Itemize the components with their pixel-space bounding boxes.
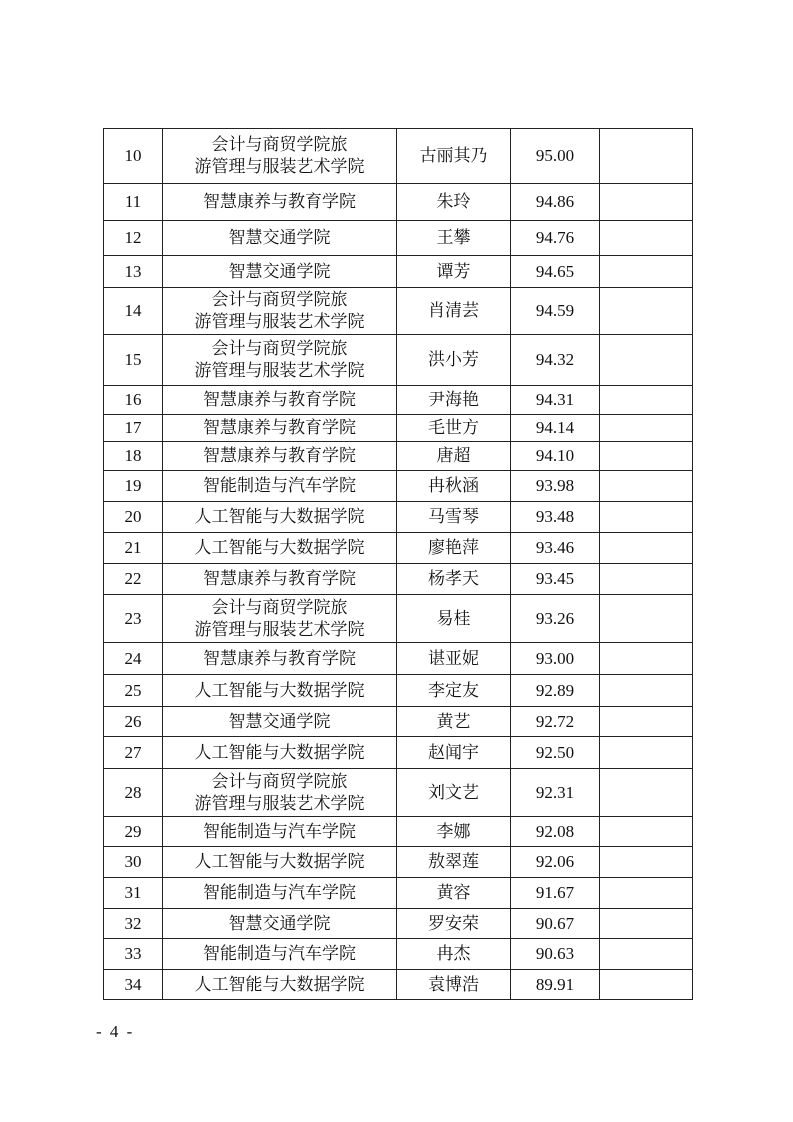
table-row: [104, 533, 693, 564]
table-row: [104, 386, 693, 415]
college-cell: [163, 335, 397, 386]
college-cell: [163, 184, 397, 221]
row-number-cell: 20: [104, 502, 163, 533]
row-number-cell: 31: [104, 878, 163, 909]
table-row: [104, 564, 693, 595]
college-name-line: 智能制造与汽车学院: [203, 883, 356, 903]
row-number-cell: 29: [104, 817, 163, 847]
score-cell: 92.08: [511, 817, 600, 847]
table-row: [104, 769, 693, 817]
person-name-cell: 肖清芸: [397, 288, 511, 335]
row-number-cell: 12: [104, 221, 163, 256]
table-row: [104, 256, 693, 288]
college-cell: [163, 129, 397, 184]
row-number-cell: 25: [104, 675, 163, 707]
remark-cell: [600, 502, 693, 533]
row-number-cell: 30: [104, 847, 163, 878]
college-name-line: 游管理与服装艺术学院: [194, 312, 365, 332]
row-number-cell: 19: [104, 471, 163, 502]
row-number-cell: 27: [104, 737, 163, 769]
remark-cell: [600, 288, 693, 335]
row-number-cell: 21: [104, 533, 163, 564]
score-cell: 92.50: [511, 737, 600, 769]
remark-cell: [600, 442, 693, 471]
score-cell: 94.14: [511, 415, 600, 442]
college-name-line: 会计与商贸学院旅: [211, 135, 348, 155]
person-name-cell: 洪小芳: [397, 335, 511, 386]
person-name-cell: 冉杰: [397, 939, 511, 970]
score-cell: 91.67: [511, 878, 600, 909]
college-name-line: 游管理与服装艺术学院: [194, 793, 365, 814]
table-row: [104, 221, 693, 256]
ranking-table: [103, 128, 693, 1000]
college-cell: [163, 533, 397, 564]
score-cell: 94.10: [511, 442, 600, 471]
score-cell: 92.72: [511, 707, 600, 737]
table-row: [104, 675, 693, 707]
row-number-cell: 15: [104, 335, 163, 386]
college-cell: [163, 564, 397, 595]
remark-cell: [600, 221, 693, 256]
score-cell: 90.63: [511, 939, 600, 970]
table-row: [104, 847, 693, 878]
table-row: [104, 939, 693, 970]
remark-cell: [600, 386, 693, 415]
person-name-cell: 马雪琴: [397, 502, 511, 533]
college-name-line: 会计与商贸学院旅: [211, 339, 348, 359]
remark-cell: [600, 737, 693, 769]
table-row: [104, 415, 693, 442]
college-name-line: 智慧康养与教育学院: [203, 446, 356, 466]
table-row: [104, 707, 693, 737]
remark-cell: [600, 878, 693, 909]
score-cell: 93.45: [511, 564, 600, 595]
college-name-line: 游管理与服装艺术学院: [194, 619, 365, 640]
remark-cell: [600, 415, 693, 442]
person-name-cell: 赵闻宇: [397, 737, 511, 769]
college-cell: [163, 737, 397, 769]
score-cell: 93.00: [511, 643, 600, 675]
college-name-line: 智能制造与汽车学院: [203, 821, 356, 842]
row-number-cell: 23: [104, 595, 163, 643]
remark-cell: [600, 129, 693, 184]
person-name-cell: 黄艺: [397, 707, 511, 737]
college-name-line: 会计与商贸学院旅: [211, 290, 348, 310]
college-name-line: 人工智能与大数据学院: [194, 680, 365, 701]
remark-cell: [600, 533, 693, 564]
row-number-cell: 16: [104, 386, 163, 415]
person-name-cell: 冉秋涵: [397, 471, 511, 502]
remark-cell: [600, 817, 693, 847]
person-name-cell: 廖艳萍: [397, 533, 511, 564]
person-name-cell: 尹海艳: [397, 386, 511, 415]
score-cell: 90.67: [511, 909, 600, 939]
college-name-line: 智慧康养与教育学院: [203, 192, 356, 212]
college-cell: [163, 847, 397, 878]
remark-cell: [600, 970, 693, 1000]
college-name-line: 智慧康养与教育学院: [203, 418, 356, 438]
row-number-cell: 22: [104, 564, 163, 595]
college-cell: [163, 288, 397, 335]
table-row: [104, 643, 693, 675]
remark-cell: [600, 471, 693, 502]
person-name-cell: 易桂: [397, 595, 511, 643]
college-cell: [163, 909, 397, 939]
score-cell: 93.48: [511, 502, 600, 533]
table-row: [104, 335, 693, 386]
table-row: [104, 442, 693, 471]
table-row: [104, 595, 693, 643]
college-cell: [163, 415, 397, 442]
college-name-line: 人工智能与大数据学院: [194, 974, 365, 995]
table-row: [104, 184, 693, 221]
row-number-cell: 24: [104, 643, 163, 675]
college-name-line: 智慧康养与教育学院: [203, 648, 356, 669]
remark-cell: [600, 939, 693, 970]
college-cell: [163, 878, 397, 909]
table-row: [104, 129, 693, 184]
table-row: [104, 970, 693, 1000]
score-cell: 94.76: [511, 221, 600, 256]
college-cell: [163, 817, 397, 847]
row-number-cell: 28: [104, 769, 163, 817]
person-name-cell: 李定友: [397, 675, 511, 707]
remark-cell: [600, 335, 693, 386]
ranking-table-body: [104, 129, 693, 1000]
college-name-line: 智慧康养与教育学院: [203, 390, 356, 410]
score-cell: 92.06: [511, 847, 600, 878]
college-cell: [163, 471, 397, 502]
score-cell: 94.65: [511, 256, 600, 288]
remark-cell: [600, 256, 693, 288]
college-cell: [163, 595, 397, 643]
person-name-cell: 袁博浩: [397, 970, 511, 1000]
table-row: [104, 288, 693, 335]
remark-cell: [600, 595, 693, 643]
score-cell: 93.98: [511, 471, 600, 502]
remark-cell: [600, 909, 693, 939]
person-name-cell: 王攀: [397, 221, 511, 256]
score-cell: 93.26: [511, 595, 600, 643]
table-row: [104, 502, 693, 533]
college-name-line: 智能制造与汽车学院: [203, 944, 356, 964]
college-name-line: 会计与商贸学院旅: [211, 771, 348, 792]
college-name-line: 游管理与服装艺术学院: [194, 157, 365, 177]
college-cell: [163, 707, 397, 737]
person-name-cell: 唐超: [397, 442, 511, 471]
person-name-cell: 黄容: [397, 878, 511, 909]
table-row: [104, 878, 693, 909]
person-name-cell: 古丽其乃: [397, 129, 511, 184]
college-name-line: 人工智能与大数据学院: [194, 538, 365, 558]
person-name-cell: 谭芳: [397, 256, 511, 288]
person-name-cell: 谌亚妮: [397, 643, 511, 675]
row-number-cell: 26: [104, 707, 163, 737]
college-cell: [163, 643, 397, 675]
score-cell: 89.91: [511, 970, 600, 1000]
college-cell: [163, 502, 397, 533]
table-row: [104, 909, 693, 939]
college-name-line: 人工智能与大数据学院: [194, 852, 365, 872]
score-cell: 94.59: [511, 288, 600, 335]
remark-cell: [600, 675, 693, 707]
table-row: [104, 817, 693, 847]
score-cell: 92.89: [511, 675, 600, 707]
row-number-cell: 11: [104, 184, 163, 221]
score-cell: 94.86: [511, 184, 600, 221]
person-name-cell: 毛世方: [397, 415, 511, 442]
college-cell: [163, 442, 397, 471]
remark-cell: [600, 847, 693, 878]
remark-cell: [600, 184, 693, 221]
row-number-cell: 13: [104, 256, 163, 288]
score-cell: 94.31: [511, 386, 600, 415]
person-name-cell: 罗安荣: [397, 909, 511, 939]
row-number-cell: 18: [104, 442, 163, 471]
college-cell: [163, 939, 397, 970]
table-row: [104, 471, 693, 502]
college-cell: [163, 675, 397, 707]
remark-cell: [600, 564, 693, 595]
row-number-cell: 14: [104, 288, 163, 335]
remark-cell: [600, 643, 693, 675]
college-cell: [163, 256, 397, 288]
row-number-cell: 17: [104, 415, 163, 442]
score-cell: 92.31: [511, 769, 600, 817]
score-cell: 93.46: [511, 533, 600, 564]
table-row: [104, 737, 693, 769]
row-number-cell: 10: [104, 129, 163, 184]
college-cell: [163, 769, 397, 817]
person-name-cell: 朱玲: [397, 184, 511, 221]
college-name-line: 智慧交通学院: [228, 711, 331, 732]
person-name-cell: 敖翠莲: [397, 847, 511, 878]
college-cell: [163, 221, 397, 256]
college-cell: [163, 970, 397, 1000]
page-number: - 4 -: [96, 1022, 135, 1041]
remark-cell: [600, 769, 693, 817]
college-name-line: 智慧康养与教育学院: [203, 569, 356, 589]
score-cell: 94.32: [511, 335, 600, 386]
college-name-line: 智慧交通学院: [228, 913, 331, 934]
college-name-line: 游管理与服装艺术学院: [194, 361, 365, 381]
college-name-line: 人工智能与大数据学院: [194, 742, 365, 763]
college-cell: [163, 386, 397, 415]
row-number-cell: 34: [104, 970, 163, 1000]
person-name-cell: 杨孝天: [397, 564, 511, 595]
person-name-cell: 李娜: [397, 817, 511, 847]
remark-cell: [600, 707, 693, 737]
row-number-cell: 32: [104, 909, 163, 939]
college-name-line: 智能制造与汽车学院: [203, 476, 356, 496]
college-name-line: 会计与商贸学院旅: [211, 597, 348, 618]
score-cell: 95.00: [511, 129, 600, 184]
college-name-line: 智慧交通学院: [228, 261, 331, 282]
person-name-cell: 刘文艺: [397, 769, 511, 817]
college-name-line: 智慧交通学院: [228, 228, 331, 248]
row-number-cell: 33: [104, 939, 163, 970]
college-name-line: 人工智能与大数据学院: [194, 507, 365, 527]
